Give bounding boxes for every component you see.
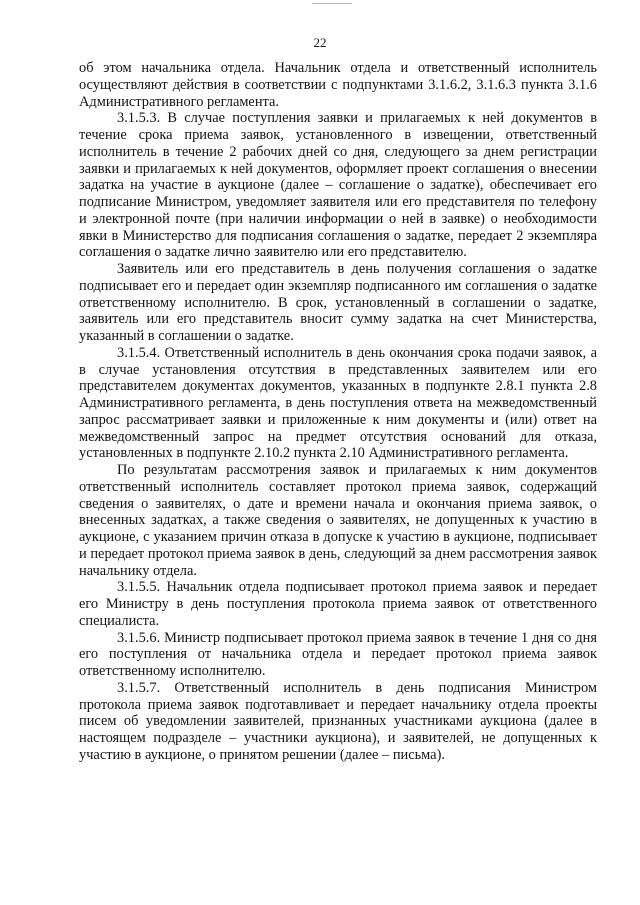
paragraph-3-1-5-7: 3.1.5.7. Ответственный исполнитель в день подписания Министром протокола приема заявок подготавливает и передает начальнику отдела проекты писем об уведомлении заявителей, признанных участниками аукциона (далее в настоящем подразделе – участники аукциона), и заявителей, не допущенных к участию в аукционе, о принятом решении (далее – письма). [79, 679, 597, 763]
scan-artifact-line [312, 3, 352, 4]
paragraph-deposit-agreement: Заявитель или его представитель в день получения соглашения о задатке подписывает его и передает один экземпляр подписанного им соглашения о задатке ответственному исполнителю. В срок, установленный в соглашении о задатке, заявитель или его представитель вносит сумму задатка на счет Министерства, указанный в соглашении о задатке. [79, 261, 597, 344]
document-body [79, 60, 597, 764]
paragraph-continuation: об этом начальника отдела. Начальник отдела и ответственный исполнитель осуществляют действия в соответствии с подпунктами 3.1.6.2, 3.1.6.3 пункта 3.1.6 Административного регламента. [79, 60, 597, 110]
paragraph-3-1-5-5: 3.1.5.5. Начальник отдела подписывает протокол приема заявок и передает его Министру в день поступления протокола приема заявок от ответственного специалиста. [79, 579, 597, 629]
paragraph-3-1-5-6: 3.1.5.6. Министр подписывает протокол приема заявок в течение 1 дня со дня его поступления от начальника отдела и передает протокол приема заявок ответственному исполнителю. [79, 629, 597, 679]
paragraph-3-1-5-3: 3.1.5.3. В случае поступления заявки и прилагаемых к ней документов в течение срока приема заявок, установленного в извещении, ответственный исполнитель в течение 2 рабочих дней со дня, следующего за днем регистрации заявки и прилагаемых к ней документов, оформляет проект соглашения о внесении задатка на участие в аукционе (далее – соглашение о задатке), обеспечивает его подписание Министром, уведомляет заявителя или его представителя по телефону и электронной почте (при наличии информации о ней в заявке) о необходимости явки в Министерство для подписания соглашения о задатке, передает 2 экземпляра соглашения о задатке лично заявителю или его представителю. [79, 110, 597, 261]
page-number: 22 [313, 35, 327, 50]
paragraph-3-1-5-4: 3.1.5.4. Ответственный исполнитель в день окончания срока подачи заявок, а в случае установления отсутствия в представленных заявителем или его представителем документах документов, указанных в подпункте 2.8.1 пункта 2.8 Административного регламента, в день поступления ответа на межведомственный запрос рассматривает заявки и приложенные к ним документы и (или) ответ на межведомственный запрос на предмет отсутствия оснований для отказа, установленных в подпункте 2.10.2 пункта 2.10 Административного регламента. [79, 344, 597, 462]
paragraph-review-results: По результатам рассмотрения заявок и прилагаемых к ним документов ответственный исполнитель составляет протокол приема заявок, содержащий сведения о заявителях, о дате и времени начала и окончания приема заявок, о внесенных задатках, а также сведения о заявителях, не допущенных к участию в аукционе, с указанием причин отказа в допуске к участию в аукционе, подписывает и передает протокол приема заявок в день, следующий за днем рассмотрения заявок начальнику отдела. [79, 462, 597, 579]
